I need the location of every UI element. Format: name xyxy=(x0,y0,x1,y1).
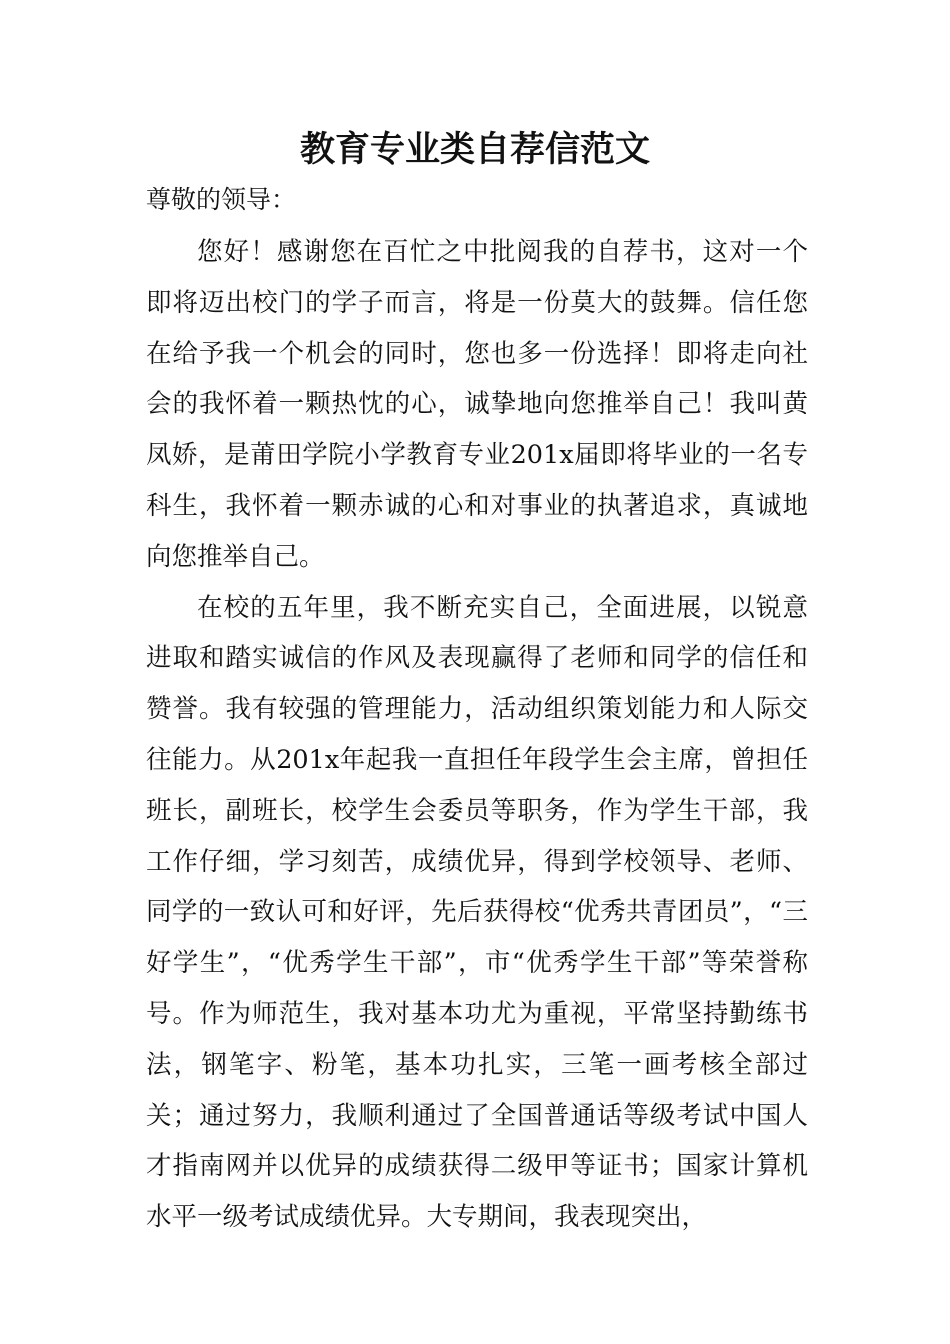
paragraph-greeting: 您好！感谢您在百忙之中批阅我的自荐书，这对一个即将迈出校门的学子而言，将是一份莫大的鼓舞。信任您在给予我一个机会的同时，您也多一份选择！即将走向社会的我怀着一颗热忱的心，诚挚地向您推举自己！我叫黄凤娇，是莆田学院小学教育专业201x届即将毕业的一名专科生，我怀着一颗赤诚的心和对事业的执著追求，真诚地向您推举自己。 xyxy=(146,237,808,572)
document-title: 教育专业类自荐信范文 xyxy=(299,130,650,170)
paragraph-school-record: 在校的五年里，我不断充实自己，全面进展，以锐意进取和踏实诚信的作风及表现赢得了老师和同学的信任和赞誉。我有较强的管理能力，活动组织策划能力和人际交往能力。从201x年起我一直担任年段学生会主席，曾担任班长，副班长，校学生会委员等职务，作为学生干部，我工作仔细，学习刻苦，成绩优异，得到学校领导、老师、同学的一致认可和好评，先后获得校“优秀共青团员”，“三好学生”，“优秀学生干部”，市“优秀学生干部”等荣誉称号。作为师范生，我对基本功尤为重视，平常坚持勤练书法，钢笔字、粉笔，基本功扎实，三笔一画考核全部过关；通过努力，我顺利通过了全国普通话等级考试中国人才指南网并以优异的成绩获得二级甲等证书；国家计算机水平一级考试成绩优异。大专期间，我表现突出， xyxy=(146,592,808,1233)
salutation: 尊敬的领导： xyxy=(146,185,297,214)
letter-body xyxy=(146,227,808,1243)
